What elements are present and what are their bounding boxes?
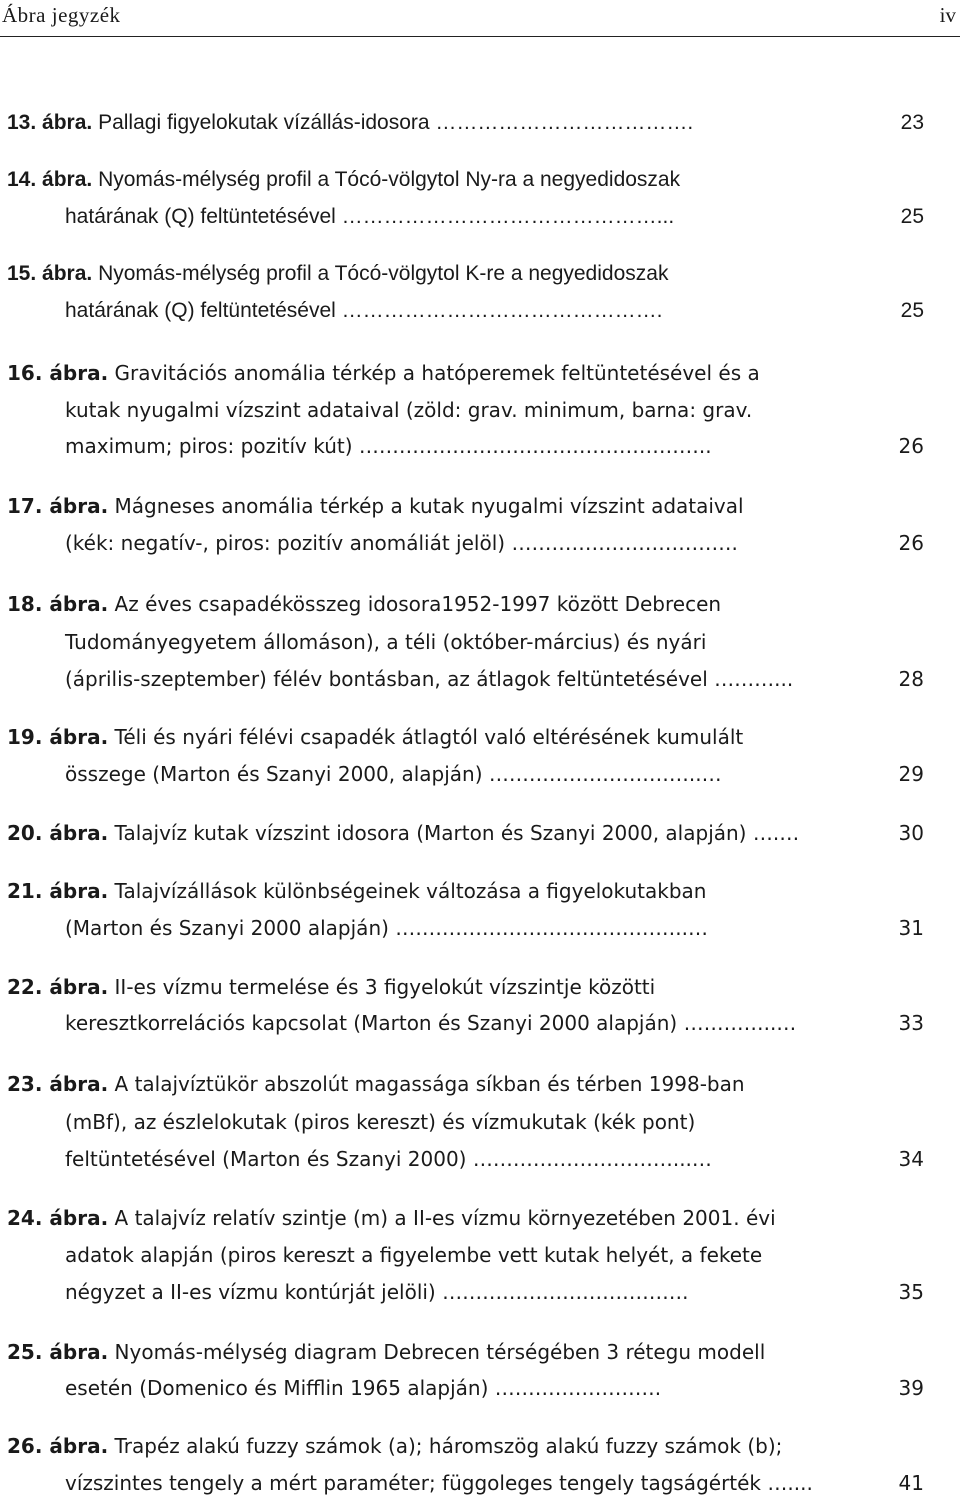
- figure-caption-text: Téli és nyári félévi csapadék átlagtól való eltérésének kumulált: [114, 725, 744, 749]
- figure-caption-text: Talajvíz kutak vízszint idosora (Marton és Szanyi 2000, alapján): [114, 821, 747, 845]
- leader-dots: …………..…: [683, 1011, 797, 1035]
- leader-dots: ……………………………………….: [341, 299, 663, 322]
- figure-caption-text: Nyomás-mélység profil a Tócó-völgytol K-re a negyedidoszak: [98, 262, 669, 285]
- leader-dots: …………………………..…: [488, 762, 722, 786]
- leader-dots: ……………………………….: [435, 111, 694, 134]
- entry-line: [7, 256, 924, 292]
- entry-line: [7, 1104, 924, 1140]
- figure-caption-text: Nyomás-mélység profil a Tócó-völgytol Ny-ra a negyedidoszak: [98, 168, 681, 191]
- figure-caption-text: vízszintes tengely a mért paraméter; függoleges tengely tagságérték: [65, 1471, 762, 1495]
- entry-line: [7, 1237, 924, 1273]
- figure-number: 20. ábra.: [7, 821, 109, 845]
- entry-line: [7, 525, 924, 561]
- figure-number: 13. ábra.: [7, 111, 93, 134]
- figure-caption-text: összege (Marton és Szanyi 2000, alapján): [65, 762, 483, 786]
- figure-caption-text: Gravitációs anomália térkép a hatóperemek feltüntetésével és a: [114, 361, 760, 385]
- leader-dots: ……………………………………………..: [358, 434, 712, 458]
- entry-line: [7, 1274, 924, 1310]
- figure-caption-text: feltüntetésével (Marton és Szanyi 2000): [65, 1147, 467, 1171]
- figure-caption-text: esetén (Domenico és Mifflin 1965 alapján): [65, 1376, 489, 1400]
- figure-caption-text: Talajvízállások különbségeinek változása a figyelokutakban: [114, 879, 707, 903]
- leader-dots: …………………………….: [511, 531, 738, 555]
- header-title: Ábra jegyzék: [2, 3, 121, 27]
- figure-page-number: 35: [899, 1274, 924, 1310]
- figure-caption-text: Mágneses anomália térkép a kutak nyugalmi vízszint adataival: [114, 494, 744, 518]
- figure-caption-text: Pallagi figyelokutak vízállás-idosora: [98, 111, 430, 134]
- entry-line: [7, 162, 924, 198]
- figure-caption-text: A talajvíz relatív szintje (m) a II-es vízmu környezetében 2001. évi: [114, 1206, 776, 1230]
- figure-caption-text: A talajvíztükör abszolút magassága síkban és térben 1998-ban: [114, 1072, 745, 1096]
- figure-number: 16. ábra.: [7, 361, 109, 385]
- entry-line: [7, 1370, 924, 1406]
- figure-page-number: 34: [899, 1141, 924, 1177]
- entry-line: [7, 355, 924, 391]
- figure-caption-text: Tudományegyetem állomáson), a téli (október-március) és nyári: [65, 630, 707, 654]
- entry-line: [7, 910, 924, 946]
- entry-line: [7, 969, 924, 1005]
- entry-line: [7, 1005, 924, 1041]
- figure-caption-text: keresztkorrelációs kapcsolat (Marton és Szanyi 2000 alapján): [65, 1011, 678, 1035]
- entry-line: [7, 293, 924, 329]
- entry-line: [7, 428, 924, 464]
- entry-line: [7, 756, 924, 792]
- figure-caption-text: (április-szeptember) félév bontásban, az átlagok feltüntetésével: [65, 667, 708, 691]
- leader-dots: …....: [767, 1471, 813, 1495]
- figure-caption-text: négyzet a II-es vízmu kontúrját jelöli): [65, 1280, 436, 1304]
- figure-number: 24. ábra.: [7, 1206, 109, 1230]
- figure-number: 23. ábra.: [7, 1072, 109, 1096]
- leader-dots: ….…: [752, 821, 800, 845]
- figure-number: 19. ábra.: [7, 725, 109, 749]
- figure-page-number: 39: [899, 1370, 924, 1406]
- entry-line: [7, 661, 924, 697]
- entry-line: [7, 1428, 924, 1464]
- figure-caption-text: (Marton és Szanyi 2000 alapján): [65, 916, 389, 940]
- entry-line: [7, 873, 924, 909]
- entry-line: [7, 719, 924, 755]
- figure-caption-text: Nyomás-mélység diagram Debrecen térségében 3 rétegu modell: [114, 1340, 766, 1364]
- leader-dots: ……………………………………..…: [395, 916, 708, 940]
- entry-line: [7, 392, 924, 428]
- entry-line: [7, 105, 924, 141]
- figure-number: 21. ábra.: [7, 879, 109, 903]
- figure-number: 15. ábra.: [7, 262, 93, 285]
- leader-dots: …………………………...…: [472, 1147, 712, 1171]
- figure-number: 22. ábra.: [7, 975, 109, 999]
- entry-line: [7, 488, 924, 524]
- figure-caption-text: kutak nyugalmi vízszint adataival (zöld: grav. minimum, barna: grav.: [65, 398, 753, 422]
- figure-caption-text: Az éves csapadékösszeg idosora1952-1997 között Debrecen: [114, 592, 722, 616]
- figure-caption-text: határának (Q) feltüntetésével: [65, 299, 336, 322]
- figure-caption-text: (mBf), az észlelokutak (piros kereszt) és vízmukutak (kék pont): [65, 1110, 696, 1134]
- figure-number: 17. ábra.: [7, 494, 109, 518]
- entry-line: [7, 199, 924, 235]
- figure-page-number: 30: [899, 815, 924, 851]
- figure-caption-text: (kék: negatív-, piros: pozitív anomáliát jelöl): [65, 531, 506, 555]
- figure-page-number: 25: [901, 199, 924, 235]
- entry-line: [7, 1066, 924, 1102]
- figure-caption-text: maximum; piros: pozitív kút): [65, 434, 353, 458]
- figure-caption-text: adatok alapján (piros kereszt a figyelembe vett kutak helyét, a fekete: [65, 1243, 763, 1267]
- figure-page-number: 26: [899, 525, 924, 561]
- leader-dots: …………………….: [494, 1376, 662, 1400]
- figure-page-number: 28: [899, 661, 924, 697]
- page-header: [0, 0, 960, 37]
- figure-number: 14. ábra.: [7, 168, 93, 191]
- figure-page-number: 29: [899, 756, 924, 792]
- entry-line: [7, 815, 924, 851]
- figure-number: 26. ábra.: [7, 1434, 109, 1458]
- figure-page-number: 33: [899, 1005, 924, 1041]
- entry-line: [7, 624, 924, 660]
- entry-line: [7, 1200, 924, 1236]
- header-page-number: iv: [939, 3, 956, 27]
- figure-page-number: 41: [899, 1465, 924, 1501]
- figure-page-number: 26: [899, 428, 924, 464]
- entry-line: [7, 1465, 924, 1501]
- entry-line: [7, 1334, 924, 1370]
- figure-page-number: 25: [901, 293, 924, 329]
- leader-dots: ……………………………….: [442, 1280, 689, 1304]
- figure-number: 18. ábra.: [7, 592, 109, 616]
- leader-dots: ………………………………………...: [341, 205, 675, 228]
- figure-caption-text: II-es vízmu termelése és 3 figyelokút vízszintje közötti: [114, 975, 656, 999]
- entry-line: [7, 586, 924, 622]
- entry-line: [7, 1141, 924, 1177]
- leader-dots: ………...: [714, 667, 794, 691]
- figure-page-number: 31: [899, 910, 924, 946]
- figure-caption-text: határának (Q) feltüntetésével: [65, 205, 336, 228]
- figure-caption-text: Trapéz alakú fuzzy számok (a); háromszög alakú fuzzy számok (b);: [114, 1434, 783, 1458]
- figure-number: 25. ábra.: [7, 1340, 109, 1364]
- figure-page-number: 23: [901, 105, 924, 141]
